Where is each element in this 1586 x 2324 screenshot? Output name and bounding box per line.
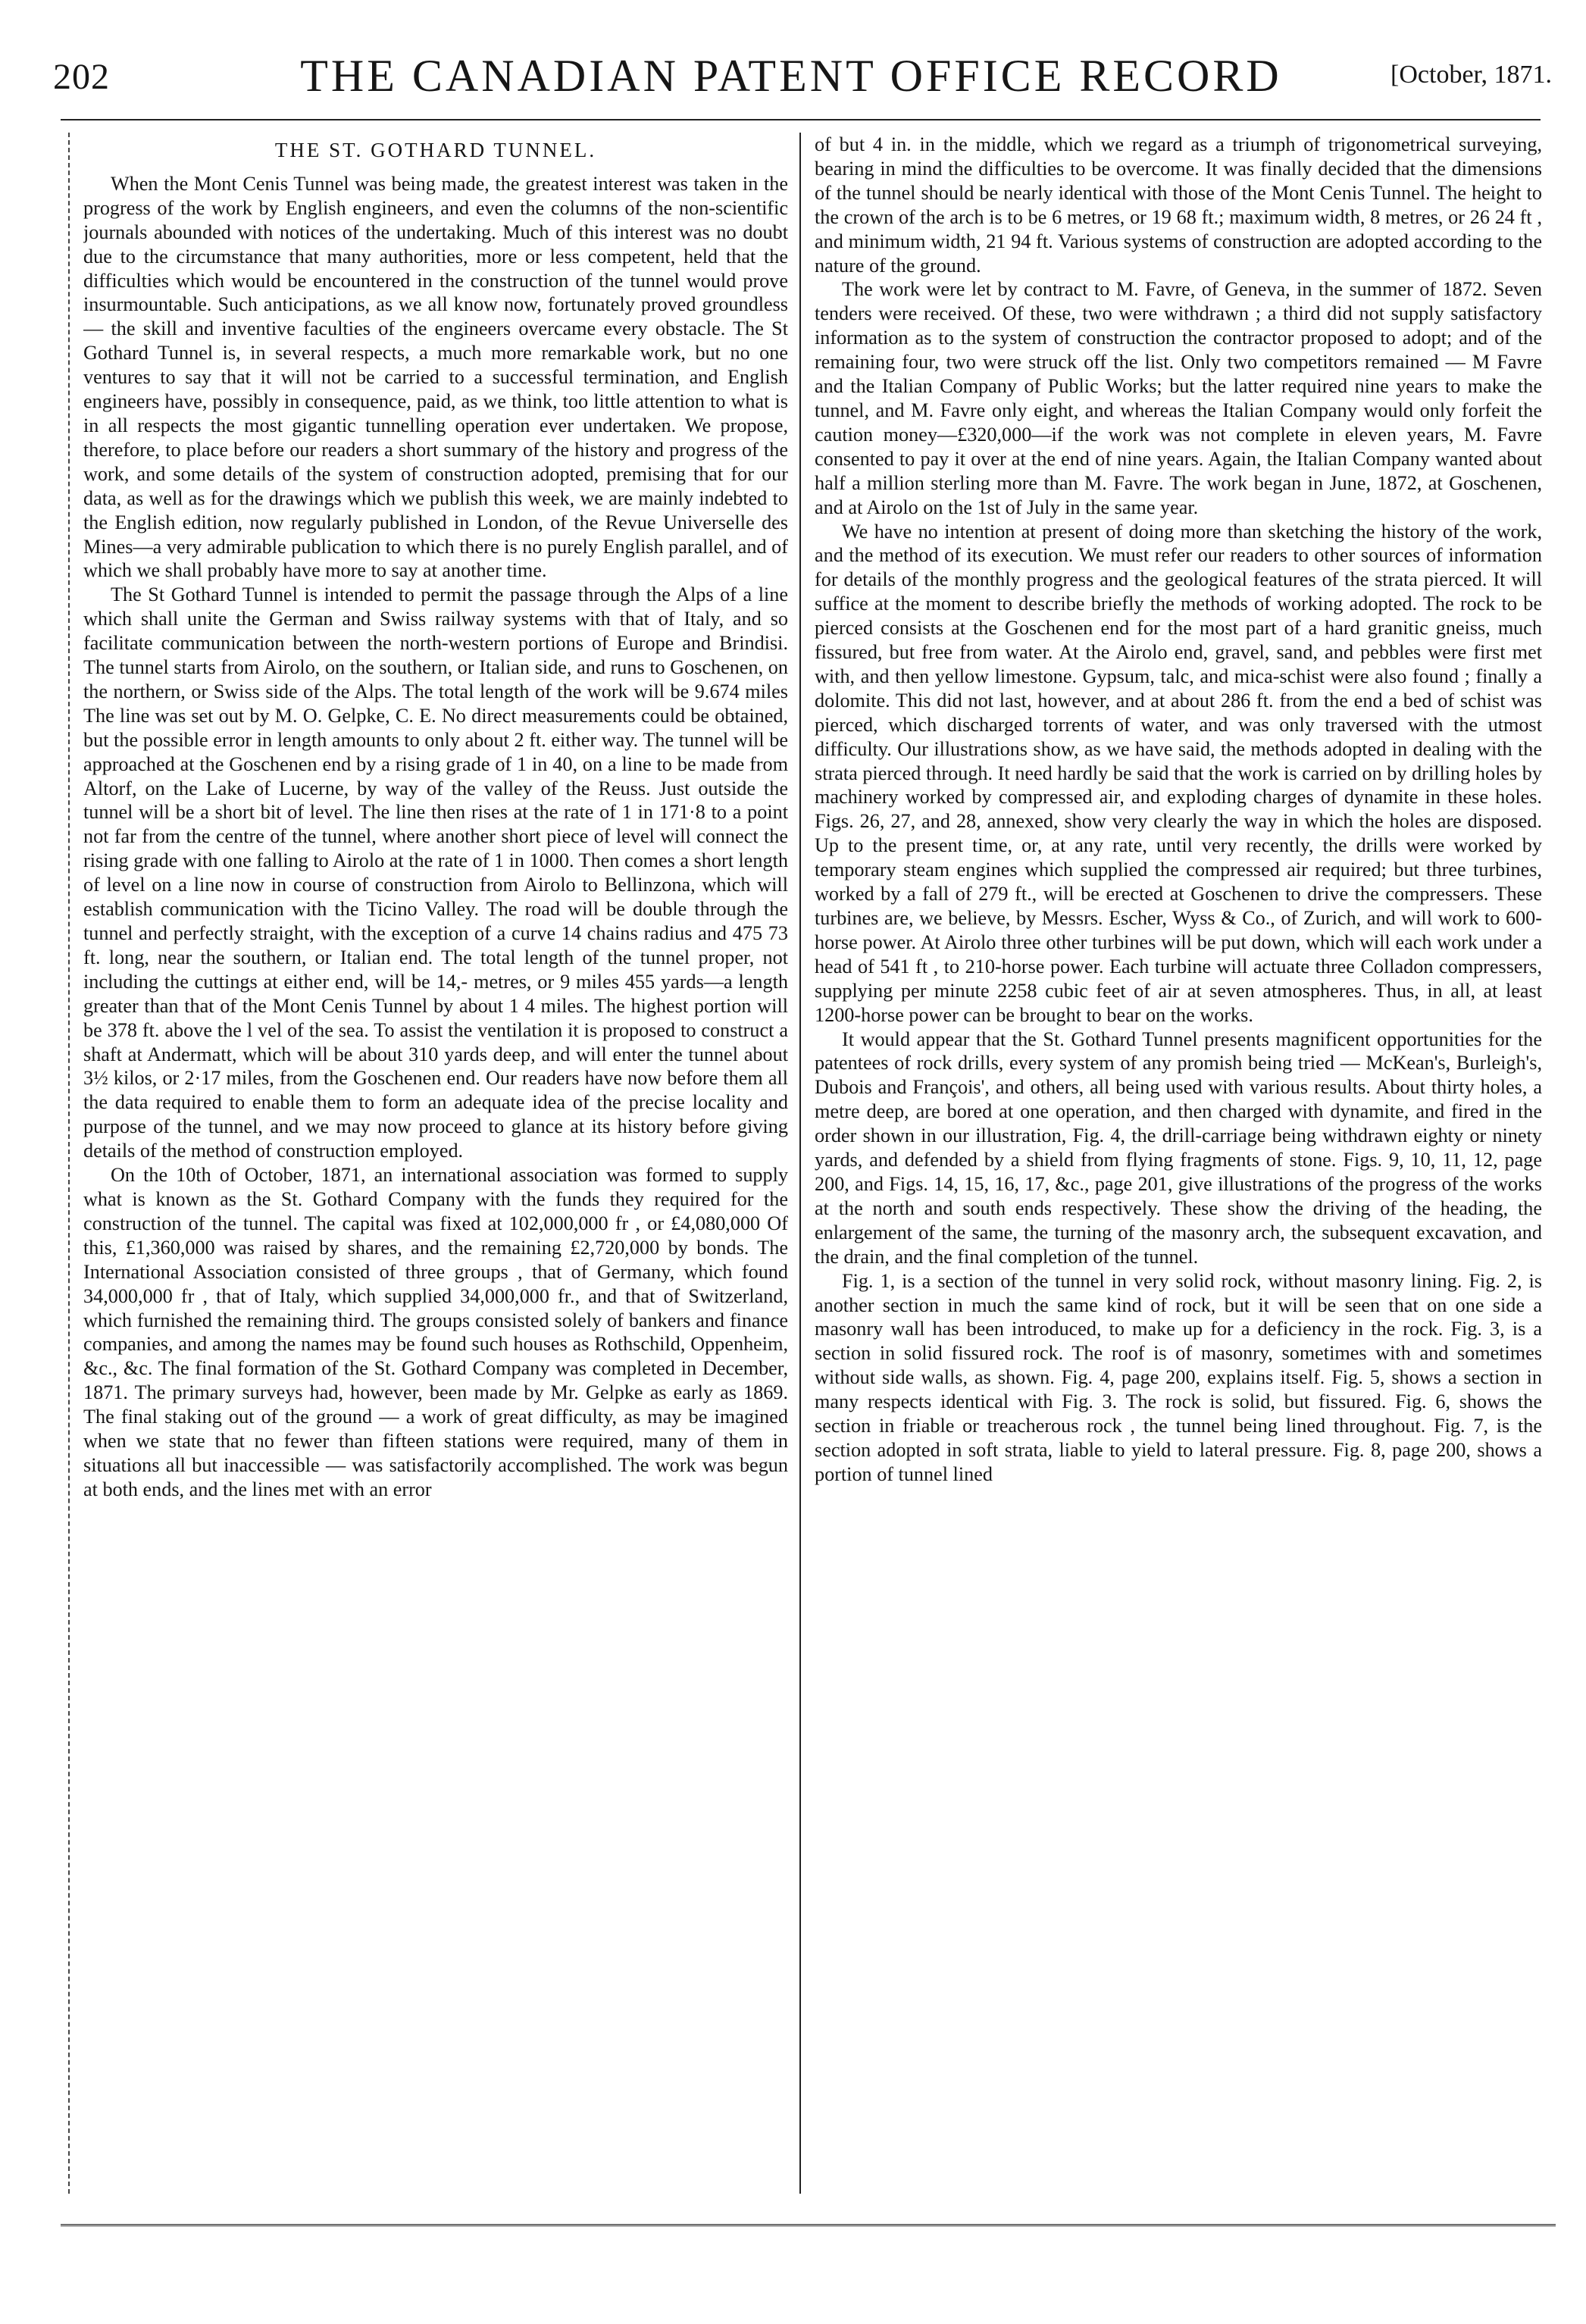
article-paragraph: Fig. 1, is a section of the tunnel in very solid rock, without masonry lining. Fig. 2, is another section in much the same kind of rock, but it will be seen that on one side a masonry wall has been introduced, to make up for a deficiency in the rock. Fig. 3, is a section in solid fissured rock. The roof is of masonry, sometimes with and sometimes without side walls, as shown. Fig. 4, page 200, explains itself. Fig. 5, shows a section in many respects identical with Fig. 3. The rock is solid, but fissured. Fig. 6, shows the section in friable or treacherous rock , the tunnel being lined throughout. Fig. 7, is the section adopted in soft strata, liable to yield to lateral pressure. Fig. 8, page 200, shows a portion of tunnel lined <box>815 1269 1542 1485</box>
issue-date: [October, 1871. <box>1390 61 1552 89</box>
article-paragraph: It would appear that the St. Gothard Tunnel presents magnificent opportunities for the patentees of rock drills, every system of any promish being tried — McKean's, Burleigh's, Dubois and François', and others, all being used with various results. About thirty holes, a metre deep, are bored at one operation, and then charged with dynamite, and fired in the order shown in our illustration, Fig. 4, the drill-carriage being withdrawn eighty or ninety yards, and defended by a shield from flying fragments of stone. Figs. 9, 10, 11, 12, page 200, and Figs. 14, 15, 16, 17, &c., page 201, give illustrations of the progress of the works at the north and south ends respectively. These show the driving of the heading, the enlargement of the same, the turning of the masonry arch, the subsequent excavation, and the drain, and the final completion of the tunnel. <box>815 1028 1542 1268</box>
left-column <box>83 133 788 2194</box>
article-title: THE ST. GOTHARD TUNNEL. <box>274 139 597 161</box>
journal-title: THE CANADIAN PATENT OFFICE RECORD <box>300 51 1282 101</box>
article-paragraph: We have no intention at present of doing more than sketching the history of the work, and the method of its execution. We must refer our readers to other sources of information for details of the monthly progress and the geological features of the strata pierced. It will suffice at the moment to describe briefly the methods of working adopted. The rock to be pierced consists at the Goschenen end for the most part of a hard granitic gneiss, much fissured, but free from water. At the Airolo end, gravel, sand, and pebbles were first met with, and then yellow limestone. Gypsum, talc, and mica-schist were also found ; finally a dolomite. This did not last, however, and at about 286 ft. from the end a bed of schist was pierced, which discharged torrents of water, and was only traversed with the utmost difficulty. Our illustrations show, as we have said, the methods adopted in dealing with the strata pierced through. It need hardly be said that the work is carried on by drilling holes by machinery worked by compressed air, and exploding charges of dynamite in these holes. Figs. 26, 27, and 28, annexed, show very clearly the way in which the holes are disposed. Up to the present time, or, at any rate, until very recently, the drills were worked by temporary steam engines which supplied the compressed air required; but three turbines, worked by a fall of 279 ft., will be erected at Goschenen to drive the compressers. These turbines are, we believe, by Messrs. Escher, Wyss & Co., of Zurich, and will work to 600-horse power. At Airolo three other turbines will be put down, which will each work under a head of 541 ft , to 210-horse power. Each turbine will actuate three Colladon compressers, supplying per minute 2258 cubic feet of air at seven atmospheres. Thus, in all, at least 1200-horse power can be brought to bear on the works. <box>815 520 1542 1026</box>
right-column <box>815 133 1542 2194</box>
article-paragraph: The work were let by contract to M. Favre, of Geneva, in the summer of 1872. Seven tenders were received. Of these, two were withdrawn ; a third did not supply satisfactory information as to the system of construction the contractor proposed to adopt; and of the remaining four, two were struck off the list. Only two competitors remained — M Favre and the Italian Company of Public Works; but the latter required nine years to make the tunnel, and M. Favre only eight, and whereas the Italian Company would only forfeit the caution money—£320,000—if the work was not complete in eleven years, M. Favre consented to pay it over at the end of nine years. Again, the Italian Company wanted about half a million sterling more than M. Favre. The work began in June, 1872, at Goschenen, and at Airolo on the 1st of July in the same year. <box>815 278 1542 518</box>
article-paragraph: When the Mont Cenis Tunnel was being made, the greatest interest was taken in the progress of the work by English engineers, and even the columns of the non-scientific journals abounded with notices of the undertaking. Much of this interest was no doubt due to the circumstance that many authorities, more or less competent, held that the difficulties which would be encountered in the construction of the tunnel would prove insurmountable. Such anticipations, as we all know now, fortunately proved groundless — the skill and inventive faculties of the engineers overcame every obstacle. The St Gothard Tunnel is, in several respects, a much more remarkable work, but no one ventures to say that it will not be carried to a successful termination, and English engineers have, possibly in consequence, paid, as we think, too little attention to what is in all respects the most gigantic tunnelling operation ever undertaken. We propose, therefore, to place before our readers a short summary of the history and progress of the work, and some details of the system of construction adopted, premising that for our data, as well as for the drawings which we publish this week, we are mainly indebted to the English edition, now regularly published in London, of the Revue Universelle des Mines—a very admirable publication to which there is no purely English parallel, and of which we shall probably have more to say at another time. <box>83 172 788 582</box>
left-margin-rule <box>68 133 70 2194</box>
column-divider <box>799 133 801 2194</box>
article-paragraph: of but 4 in. in the middle, which we regard as a triumph of trigonometrical surveying, bearing in mind the difficulties to be overcome. It was finally decided that the dimensions of the tunnel should be nearly identical with those of the Mont Cenis Tunnel. The height to the crown of the arch is to be 6 metres, or 19 68 ft.; maximum width, 8 metres, or 26 24 ft , and minimum width, 21 94 ft. Various systems of construction are adopted according to the nature of the ground. <box>815 133 1542 277</box>
page-header <box>30 45 1552 114</box>
header-rule <box>61 119 1541 120</box>
article-paragraph: On the 10th of October, 1871, an international association was formed to supply what is known as the St. Gothard Company with the funds they required for the construction of the tunnel. The capital was fixed at 102,000,000 fr , or £4,080,000 Of this, £1,360,000 was raised by shares, and the remaining £2,720,000 by bonds. The International Association consisted of three groups , that of Germany, which found 34,000,000 fr , that of Italy, which supplied 34,000,000 fr., and that of Switzerland, which furnished the remaining third. The groups consisted solely of bankers and finance companies, and among the names may be found such houses as Rothschild, Oppenheim, &c., &c. The final formation of the St. Gothard Company was completed in December, 1871. The primary surveys had, however, been made by Mr. Gelpke as early as 1869. The final staking out of the ground — a work of great difficulty, as may be imagined when we state that no fewer than fifteen stations were required, many of them in situations all but inaccessible — was satisfactorily accomplished. The work was begun at both ends, and the lines met with an error <box>83 1164 788 1500</box>
footer-rule <box>61 2224 1556 2226</box>
article-paragraph: The St Gothard Tunnel is intended to permit the passage through the Alps of a line which shall unite the German and Swiss railway systems with that of Italy, and so facilitate communication between the north-western portions of Europe and Brindisi. The tunnel starts from Airolo, on the southern, or Italian side, and runs to Goschenen, on the northern, or Swiss side of the Alps. The total length of the work will be 9.674 miles The line was set out by M. O. Gelpke, C. E. No direct measurements could be obtained, but the possible error in length amounts to only about 2 ft. either way. The tunnel will be approached at the Goschenen end by a rising grade of 1 in 40, on a line to be made from Altorf, on the Lake of Lucerne, by way of the valley of the Reuss. Just outside the tunnel will be a short bit of level. The line then rises at the rate of 1 in 171·8 to a point not far from the centre of the tunnel, where another short piece of level will connect the rising grade with one falling to Airolo at the rate of 1 in 1000. Then comes a short length of level on a line now in course of construction from Airolo to Bellinzona, which will establish communication with the Ticino Valley. The road will be double through the tunnel and perfectly straight, with the exception of a curve 14 chains radius and 475 73 ft. long, near the southern, or Italian end. The total length of the tunnel proper, not including the cuttings at either end, will be 14,- metres, or 9 miles 455 yards—a length greater than that of the Mont Cenis Tunnel by about 1 4 miles. The highest portion will be 378 ft. above the l vel of the sea. To assist the ventilation it is proposed to construct a shaft at Andermatt, which will be about 310 yards deep, and will enter the tunnel about 3½ kilos, or 2·17 miles, from the Goschenen end. Our readers have now before them all the data required to enable them to form an adequate idea of the precise locality and purpose of the tunnel, and we may now proceed to glance at its history before giving details of the method of construction employed. <box>83 583 788 1162</box>
page-number: 202 <box>53 57 110 97</box>
